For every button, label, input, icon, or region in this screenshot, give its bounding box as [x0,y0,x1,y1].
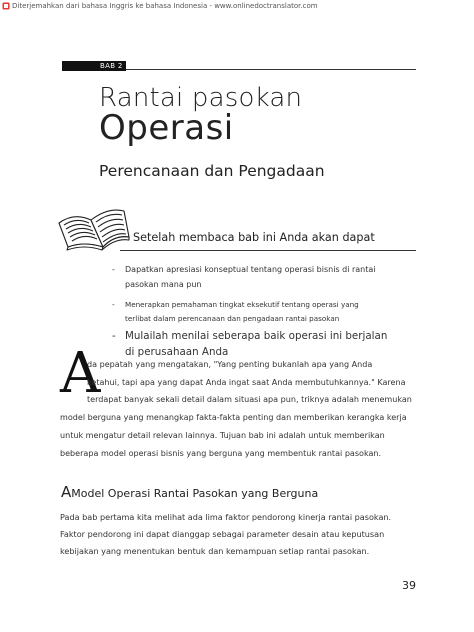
objective-line: terlibat dalam perencanaan dan pengadaan rantai pasokan [125,314,340,323]
objectives-list [112,262,412,360]
objective-item [112,298,412,326]
translation-banner[interactable] [0,0,318,12]
chapter-label-bar [62,61,126,71]
page-number: 39 [402,579,416,592]
objective-item [112,262,412,292]
chapter-rule [126,69,416,70]
objective-line: pasokan mana pun [125,280,202,289]
paragraph-line: beberapa model operasi bisnis yang berguna yang membentuk rantai pasokan. [60,448,382,458]
chapter-title-line1: Rantai pasokan [99,83,303,113]
section-heading-text: Model Operasi Rantai Pasokan yang Berguna [71,487,319,500]
paragraph-line: Faktor pendorong ini dapat dianggap sebagai parameter desain atau keputusan [60,529,385,539]
section-heading-cap: A [61,483,72,501]
chapter-title-line2: Operasi [99,108,234,148]
objective-line: Dapatkan apresiasi konseptual tentang operasi bisnis di rantai [125,265,376,274]
section-paragraph [60,509,391,560]
paragraph-line: Pada bab pertama kita melihat ada lima faktor pendorong kinerja rantai pasokan. [60,512,392,522]
bullet-icon: - [112,330,116,342]
chapter-label: BAB 2 [100,62,123,70]
objective-line: Mulailah menilai seberapa baik operasi ini berjalan [125,330,388,342]
drop-cap: A [60,341,101,406]
paragraph-line: ketahui, tapi apa yang dapat Anda ingat saat Anda membutuhkannya." Karena [87,377,406,387]
paragraph-line: da pepatah yang mengatakan, "Yang penting bukanlah apa yang Anda [87,360,373,369]
paragraph-line: untuk mengatur detail relevan lainnya. Tujuan bab ini adalah untuk memberikan [60,430,385,440]
chapter-subtitle: Perencanaan dan Pengadaan [99,162,325,180]
objective-line: Menerapkan pemahaman tingkat eksekutif tentang operasi yang [125,300,359,309]
translator-icon [2,2,10,10]
paragraph-line: model berguna yang menangkap fakta-fakta penting dan memberikan kerangka kerja [60,413,407,423]
bullet-icon: - [112,265,115,274]
objectives-heading: Setelah membaca bab ini Anda akan dapat [133,231,375,244]
objectives-rule [120,250,416,251]
bullet-icon: - [112,300,115,309]
section-heading [61,483,318,501]
translation-banner-text[interactable]: Diterjemahkan dari bahasa Inggris ke bahasa Indonesia - www.onlinedoctranslator.com [12,2,318,10]
objective-line: di perusahaan Anda [125,345,229,358]
paragraph-line: kebijakan yang menentukan bentuk dan kemampuan setiap rantai pasokan. [60,546,370,556]
intro-paragraph [60,356,412,462]
paragraph-line: terdapat banyak sekali detail dalam situasi apa pun, triknya adalah menemukan [87,395,412,405]
open-book-icon [56,203,130,251]
